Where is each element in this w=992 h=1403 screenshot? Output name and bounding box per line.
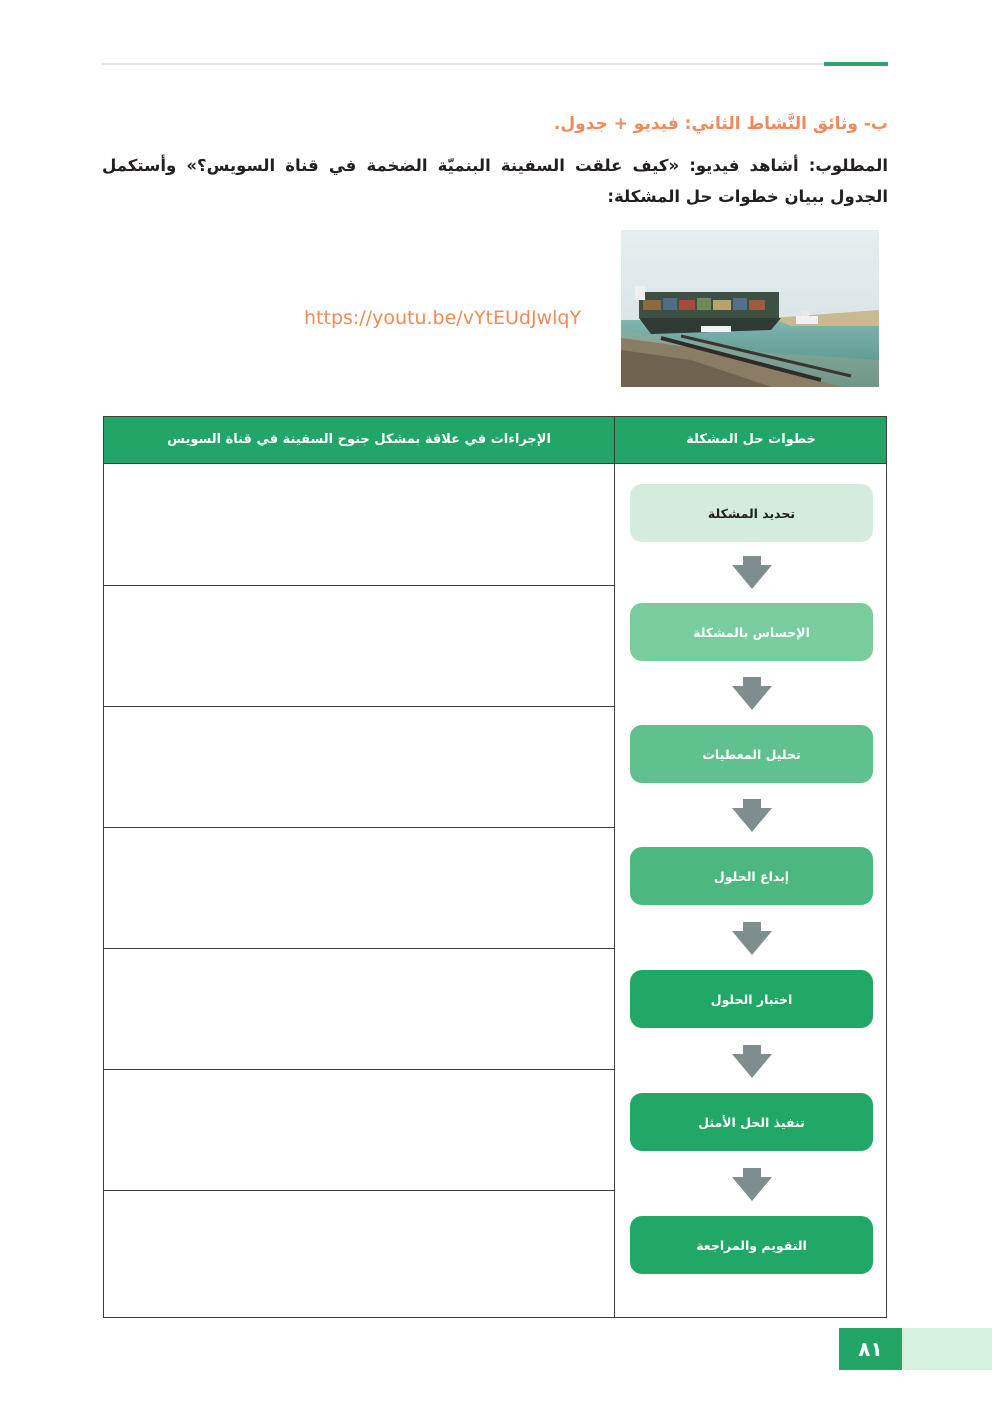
step-label: إبداع الحلول [713, 868, 790, 884]
instruction-text: أشاهد فيديو: «كيف علقت السفينة البنميّة الضخمة في قناة السويس؟» وأستكمل الجدول ببيان خطوات حل المشكلة: [102, 156, 888, 206]
action-cell-1[interactable] [104, 464, 614, 585]
step-box-6 [630, 1093, 873, 1151]
step-box-2 [630, 603, 873, 661]
step-box-3 [630, 725, 873, 783]
section-heading: ب- وثائق النَّشاط الثاني: فيديو + جدول. [553, 114, 888, 134]
down-arrow-icon [730, 1168, 774, 1202]
video-link[interactable]: https://youtu.be/vYtEUdJwlqY [304, 307, 582, 329]
action-cell-3[interactable] [104, 707, 614, 827]
table-header-row [104, 417, 886, 464]
step-label: تحديد المشكلة [707, 505, 796, 521]
action-cell-5[interactable] [104, 949, 614, 1069]
step-label: الإحساس بالمشكلة [693, 624, 810, 640]
steps-column-header: خطوات حل المشكلة [686, 432, 816, 447]
action-cell-7[interactable] [104, 1191, 614, 1317]
step-box-4 [630, 847, 873, 905]
column-divider [614, 417, 615, 1317]
down-arrow-icon [730, 1045, 774, 1079]
action-cell-4[interactable] [104, 828, 614, 948]
step-box-7 [630, 1216, 873, 1274]
instruction-paragraph [102, 150, 888, 212]
step-box-1 [630, 484, 873, 542]
problem-steps-table [103, 416, 887, 1318]
down-arrow-icon [730, 556, 774, 590]
down-arrow-icon [730, 799, 774, 833]
page-number-strip [902, 1328, 992, 1370]
top-accent-bar [824, 62, 888, 66]
ship-photo [621, 230, 879, 387]
down-arrow-icon [730, 677, 774, 711]
step-label: تنفيذ الحل الأمثل [698, 1114, 805, 1130]
top-rule [102, 63, 888, 65]
ship-image [621, 230, 879, 387]
action-cell-6[interactable] [104, 1070, 614, 1190]
step-box-5 [630, 970, 873, 1028]
actions-column-header: الإجراءات في علاقة بمشكل جنوح السفينة في قناة السويس [167, 432, 551, 447]
instruction-label: المطلوب: [808, 156, 888, 175]
step-label: التقويم والمراجعة [696, 1237, 807, 1253]
action-cell-2[interactable] [104, 586, 614, 706]
step-label: اختبار الحلول [710, 991, 793, 1007]
page-number: ٨١ [839, 1328, 902, 1370]
down-arrow-icon [730, 922, 774, 956]
step-label: تحليل المعطيات [702, 746, 801, 762]
